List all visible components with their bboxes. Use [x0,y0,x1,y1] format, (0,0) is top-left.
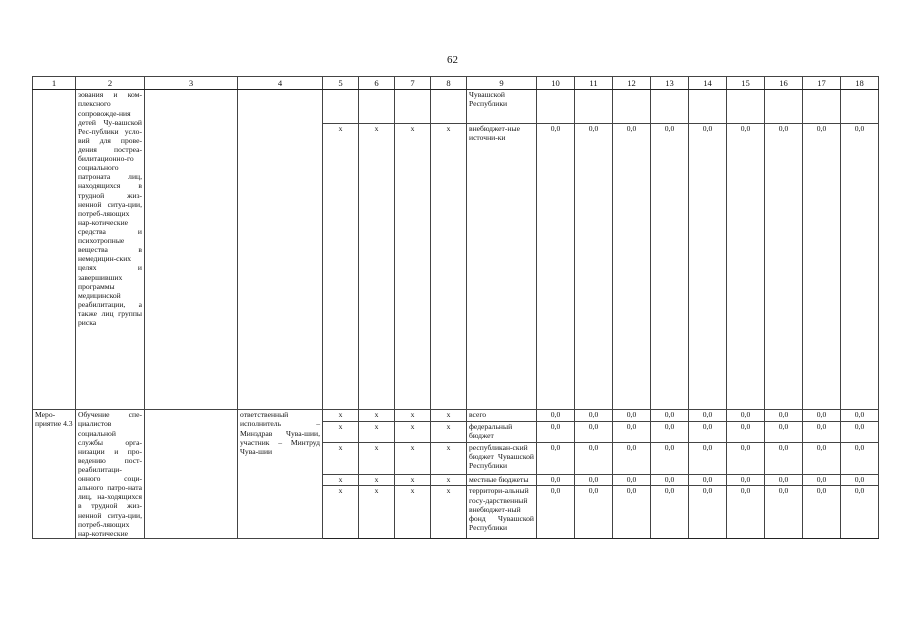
value-cell: 0,0 [841,124,879,410]
value-cell: 0,0 [765,486,803,538]
funding-source: территори-альный госу-дарственный внебюджет-ный фонд Чувашской Республики [467,486,537,538]
x-mark: х [359,124,395,410]
value-cell: 0,0 [727,410,765,421]
x-mark: х [359,421,395,443]
column-number: 17 [803,77,841,90]
value-cell: 0,0 [689,421,727,443]
funding-source: внебюджет-ные источни-ки [467,124,537,410]
value-cell: 0,0 [613,443,651,475]
x-mark: х [359,443,395,475]
value-cell: 0,0 [651,486,689,538]
x-mark: х [431,124,467,410]
value-cell: 0,0 [537,421,575,443]
value-cell: 0,0 [727,486,765,538]
value-cell: 0,0 [765,421,803,443]
funding-source: республикан-ский бюджет Чувашской Республики [467,443,537,475]
value-cell: 0,0 [575,475,613,486]
value-cell: 0,0 [727,443,765,475]
value-cell: 0,0 [841,421,879,443]
value-cell: 0,0 [803,475,841,486]
value-cell: 0,0 [537,443,575,475]
table-row [33,410,879,421]
column-number: 5 [323,77,359,90]
x-mark: х [323,475,359,486]
cell-col4 [238,90,323,410]
x-mark: х [395,486,431,538]
funding-source: всего [467,410,537,421]
value-cell: 0,0 [651,443,689,475]
column-number: 13 [651,77,689,90]
x-mark: х [431,410,467,421]
x-mark: х [359,410,395,421]
value-cell: 0,0 [727,124,765,410]
column-number: 4 [238,77,323,90]
value-cell: 0,0 [765,124,803,410]
column-number: 7 [395,77,431,90]
x-mark: х [395,410,431,421]
value-cell: 0,0 [841,475,879,486]
x-mark: х [323,124,359,410]
value-cell: 0,0 [651,421,689,443]
cell-col1 [33,90,76,410]
x-mark: х [323,421,359,443]
value-cell: 0,0 [689,124,727,410]
value-cell: 0,0 [803,486,841,538]
page-number: 62 [447,54,458,66]
column-number: 11 [575,77,613,90]
column-number: 10 [537,77,575,90]
x-mark: х [431,475,467,486]
value-cell: 0,0 [803,421,841,443]
value-cell: 0,0 [765,443,803,475]
column-number: 8 [431,77,467,90]
x-mark: х [431,421,467,443]
x-mark: х [323,486,359,538]
value-cell: 0,0 [689,486,727,538]
header-row [33,77,879,90]
value-cell: 0,0 [803,410,841,421]
value-cell: 0,0 [803,124,841,410]
column-number: 14 [689,77,727,90]
x-mark: х [395,124,431,410]
value-cell: 0,0 [613,486,651,538]
column-number: 3 [145,77,238,90]
value-cell: 0,0 [613,421,651,443]
column-number: 1 [33,77,76,90]
value-cell: 0,0 [537,410,575,421]
x-mark: х [323,443,359,475]
x-mark: х [395,421,431,443]
measure-description: зования и ком-плексного сопровожде-ния детей Чу-вашской Рес-публики усло-вий для прове-дения постреа-билитационно-го социального патроната лиц, находящихся в трудной жиз-ненной ситуа-ции, потреб-ляющих нар-котические средства и психотропные вещества в немедицин-ских целях и завершивших программы медицинской реабилитации, а также лиц группы риска [76,90,145,410]
x-mark: х [395,443,431,475]
value-cell: 0,0 [803,443,841,475]
x-mark: х [395,475,431,486]
column-number: 9 [467,77,537,90]
funding-source: федеральный бюджет [467,421,537,443]
value-cell: 0,0 [689,443,727,475]
value-cell: 0,0 [613,410,651,421]
column-number: 18 [841,77,879,90]
value-cell: 0,0 [537,124,575,410]
value-cell: 0,0 [575,443,613,475]
value-cell: 0,0 [651,124,689,410]
value-cell: 0,0 [575,410,613,421]
value-cell: 0,0 [537,475,575,486]
value-cell: 0,0 [841,410,879,421]
cell-col3 [145,90,238,410]
measure-number: Меро-приятие 4.3 [33,410,76,539]
source-cell: Чувашской Республики [467,90,537,124]
value-cell: 0,0 [765,410,803,421]
column-number: 15 [727,77,765,90]
cell-col3 [145,410,238,539]
value-cell: 0,0 [765,475,803,486]
value-cell: 0,0 [613,124,651,410]
value-cell: 0,0 [575,124,613,410]
measure-description: Обучение спе-циалистов социальной службы орга-низации и про-ведению пост-реабилитаци-онного соци-ального патро-ната лиц, на-ходящихся в трудной жиз-ненной ситуа-ции, потреб-ляющих нар-котические [76,410,145,539]
value-cell: 0,0 [689,475,727,486]
x-mark: х [431,443,467,475]
value-cell: 0,0 [727,421,765,443]
x-mark: х [323,410,359,421]
table-row [33,90,879,124]
funding-source: местные бюджеты [467,475,537,486]
value-cell: 0,0 [537,486,575,538]
column-number: 6 [359,77,395,90]
value-cell: 0,0 [651,410,689,421]
column-number: 16 [765,77,803,90]
value-cell: 0,0 [841,443,879,475]
x-mark: х [359,475,395,486]
responsible-executor: ответственный исполнитель – Минздрав Чува-шии, участник – Минтруд Чува-шии [238,410,323,539]
x-mark: х [431,486,467,538]
value-cell: 0,0 [613,475,651,486]
value-cell: 0,0 [651,475,689,486]
value-cell: 0,0 [575,486,613,538]
value-cell: 0,0 [689,410,727,421]
value-cell: 0,0 [727,475,765,486]
program-table [32,76,879,539]
column-number: 12 [613,77,651,90]
column-number: 2 [76,77,145,90]
value-cell: 0,0 [575,421,613,443]
value-cell: 0,0 [841,486,879,538]
x-mark: х [359,486,395,538]
